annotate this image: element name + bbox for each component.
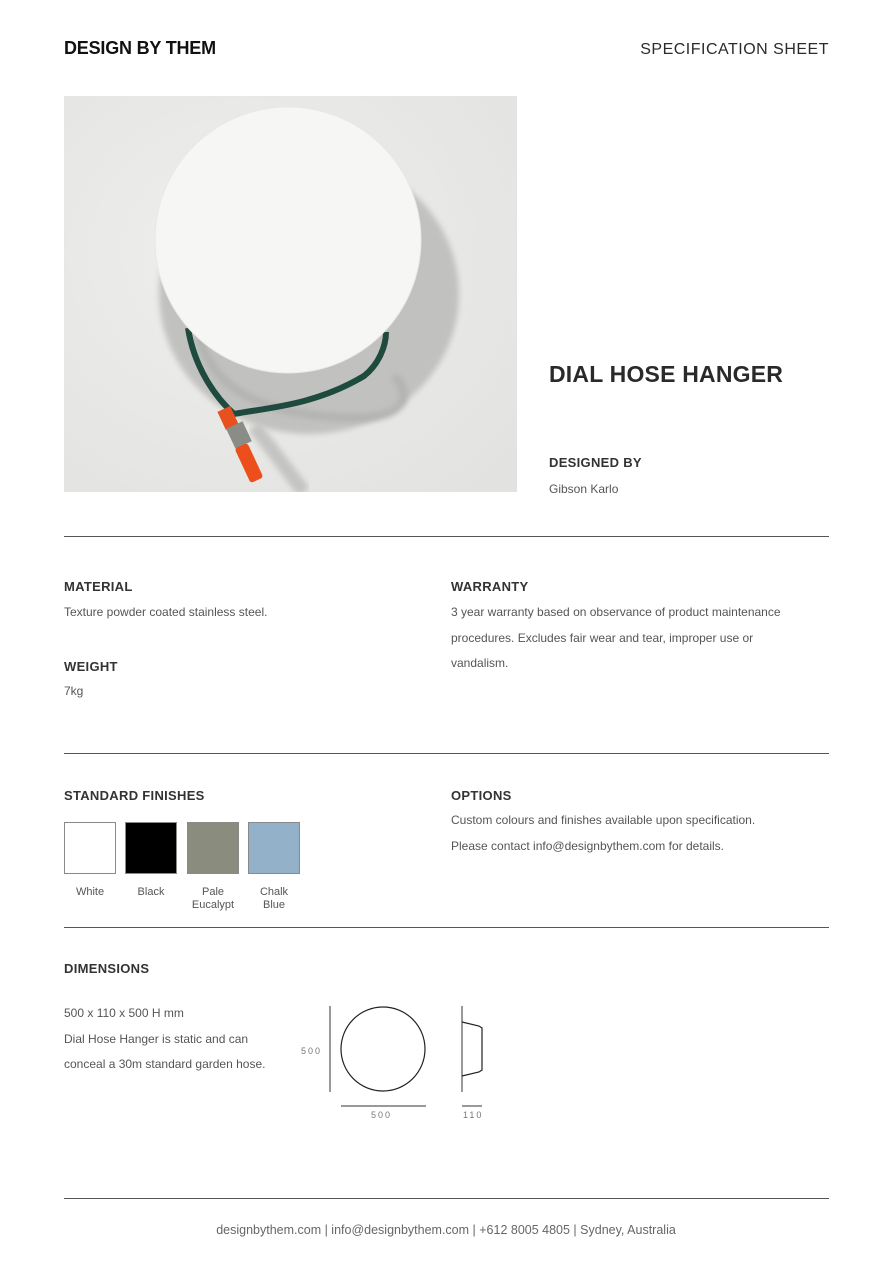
divider — [64, 927, 829, 928]
swatch-black — [125, 822, 177, 874]
designer-name: Gibson Karlo — [549, 482, 619, 496]
front-width-value: 500 — [371, 1110, 393, 1120]
document-type: SPECIFICATION SHEET — [640, 41, 829, 58]
options-label: OPTIONS — [451, 788, 512, 803]
material-label: MATERIAL — [64, 579, 133, 594]
dimensions-line: 500 x 110 x 500 H mm — [64, 1006, 184, 1020]
divider — [64, 1198, 829, 1199]
weight-value: 7kg — [64, 684, 84, 698]
dimensions-label: DIMENSIONS — [64, 961, 150, 976]
material-value: Texture powder coated stainless steel. — [64, 605, 268, 619]
warranty-line: 3 year warranty based on observance of product maintenance — [451, 605, 781, 619]
dimension-drawing — [296, 1000, 496, 1110]
swatch-chalk-blue — [248, 822, 300, 874]
finishes-label: STANDARD FINISHES — [64, 788, 205, 803]
footer-contact: designbythem.com | info@designbythem.com | +612 8005 4805 | Sydney, Australia — [216, 1223, 676, 1237]
swatch-label-pale-eucalypt: Pale Eucalypt — [191, 886, 235, 911]
warranty-text — [451, 600, 831, 677]
swatch-label-black: Black — [137, 886, 165, 898]
swatch-label-chalk-blue: Chalk Blue — [259, 886, 289, 911]
warranty-label: WARRANTY — [451, 579, 529, 594]
dimensions-line: conceal a 30m standard garden hose. — [64, 1057, 266, 1071]
swatch-label-white: White — [75, 886, 105, 898]
brand-logo: DESIGN BY THEM — [64, 38, 216, 58]
front-view-circle — [341, 1007, 425, 1091]
swatch-pale-eucalypt — [187, 822, 239, 874]
options-text — [451, 808, 831, 859]
designed-by-label: DESIGNED BY — [549, 455, 642, 470]
options-line: Please contact info@designbythem.com for details. — [451, 838, 724, 853]
weight-label: WEIGHT — [64, 659, 118, 674]
product-title: DIAL HOSE HANGER — [549, 361, 784, 387]
dimensions-text — [64, 1001, 294, 1078]
product-photo — [64, 96, 517, 492]
divider — [64, 753, 829, 754]
warranty-line: procedures. Excludes fair wear and tear, improper use or — [451, 630, 754, 645]
side-depth-value: 110 — [463, 1110, 484, 1120]
divider — [64, 536, 829, 537]
front-height-value: 500 — [301, 1046, 323, 1056]
warranty-line: vandalism. — [451, 656, 509, 670]
swatch-white — [64, 822, 116, 874]
dimensions-line: Dial Hose Hanger is static and can — [64, 1031, 249, 1046]
options-line: Custom colours and finishes available upon specification. — [451, 813, 756, 827]
side-view-profile — [462, 1022, 482, 1076]
